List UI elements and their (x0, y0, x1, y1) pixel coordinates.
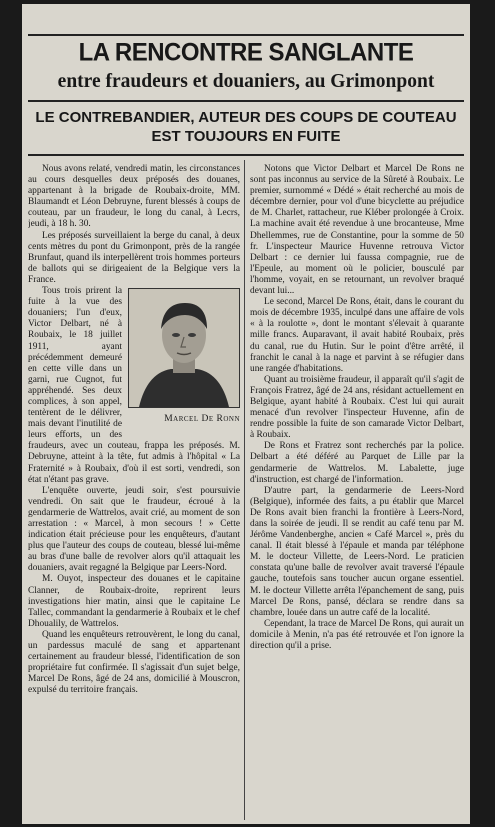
left-paragraph-5: M. Ouyot, inspecteur des douanes et le capitaine Clanner, de Roubaix-droite, reprirent leurs investigations hier matin, ainsi que le capitaine Le Tallec, commandant la gendarmerie à Roubaix et le chef Dhoualily, de Wattrelos. (28, 574, 240, 629)
top-rule (28, 34, 464, 36)
portrait-photo (128, 288, 240, 408)
subheadline: entre fraudeurs et douaniers, au Grimonpont (57, 71, 435, 92)
left-paragraph-6: Quand les enquêteurs retrouvèrent, le long du canal, un pardessus maculé de sang et appartenant certainement au fraudeur blessé, l'identification de son propriétaire fut confirmée. Il s'agissait d'un sujet belge, Marcel De Rons, âgé de 24 ans, domicilié à Mouscron, expulsé du territoire français. (28, 629, 240, 696)
column-divider (244, 160, 245, 820)
left-paragraph-3: Tous trois prirent la fuite à la vue des douaniers; l'un d'eux, Victor Delbart, né à Roubaix, le 18 juillet 1911, ayant précédemment demeuré en cette ville dans un garni, rue Cugnot, fut appréhendé. Ses deux complices, à son appel, tentèrent de le délivrer, mais devant l'inutilité de leurs efforts, un des fraudeurs, avec un couteau, frappa les préposés. M. Debruyne, atteint à la tête, fut admis à l'hôpital « La Fraternité » à Roubaix, d'où il est sorti, vendredi, son état n'étant pas grave. (28, 286, 240, 485)
deck-divider (28, 154, 464, 156)
deck: LE CONTREBANDIER, AUTEUR DES COUPS DE COUTEAU EST TOUJOURS EN FUITE (35, 109, 457, 145)
portrait-image (129, 289, 239, 407)
right-paragraph-5: D'autre part, la gendarmerie de Leers-Nord (Belgique), informée des faits, a pu établir que Marcel De Rons avait bien franchi la frontière à Leers-Nord, dans la soirée de jeudi. Il se rendit au café tenu par M. Jérôme Vandenberghe, ancien « Café Marcel », près du canal. Il était blessé à l'épaule et manda par téléphone M. le docteur Villette, de Leers-Nord. Le praticien constata qu'une balle de revolver avait traversé l'épaule gauche, toutefois sans toucher aucun organe essentiel. M. le docteur Villette arrêta l'épanchement de sang, puis Marcel De Rons, pansé, déclara se rendre dans sa chambre, louée dans un autre café de la localité. (250, 485, 464, 618)
right-paragraph-6: Cependant, la trace de Marcel De Rons, qui aurait un domicile à Menin, n'a pas été retrouvée et l'on ignore la direction qu'il a prise. (250, 618, 464, 652)
photo-caption: Marcel De Ronn (164, 414, 240, 425)
portrait-figure (128, 288, 240, 438)
headline-divider (28, 100, 464, 102)
left-paragraph-4: L'enquête ouverte, jeudi soir, s'est poursuivie vendredi. On sait que le fraudeur, écroué à la gendarmerie de Wattrelos, avait crié, au moment de son arrestation : « Marcel, à mon secours ! » Cette indication était précieuse pour les enquêteurs, d'autant plus que l'auteur des coups de couteau, blessé lui-même au bras d'une balle de revolver alors qu'il attaquait les douaniers, avait regagné la Belgique par Leers-Nord. (28, 485, 240, 574)
right-paragraph-1: Notons que Victor Delbart et Marcel De Rons ne sont pas inconnus au service de la Sûreté à Roubaix. Le premier, surnommé « Dédé » était recherché au mois de décembre dernier, pour vol d'une bicyclette au préjudice de M. Charlet, rattacheur, rue Kléber prolongée à Croix. La machine avait été revendue à une brocanteuse, Mme Dhellemmes, rue de Constantine, pour la somme de 50 fr. L'inspecteur Maurice Huvenne retrouva Victor Delbart : ce dernier lui faussa compagnie, rue de l'Epeule, au moment où le policier, bousculé par l'homme, voyait, en se retournant, un revolver braqué devant lui... (250, 164, 464, 297)
headline: LA RENCONTRE SANGLANTE (78, 38, 414, 67)
right-paragraph-4: De Rons et Fratrez sont recherchés par la police. Delbart a été déféré au Parquet de Lille par la gendarmerie de Wattrelos. M. Labalette, juge d'instruction, est chargé de l'information. (250, 441, 464, 485)
right-paragraph-2: Le second, Marcel De Rons, était, dans le courant du mois de décembre 1935, inculpé dans une affaire de vols « à la roulotte », dont le montant s'élevait à quarante mille francs. Auparavant, il avait habité Roubaix, près du canal, rue du Hutin. Sur le point d'être arrêté, il franchit le canal à la nage et parvint à se réfugier dans une rangée d'habitations. (250, 297, 464, 374)
right-paragraph-3: Quant au troisième fraudeur, il apparaît qu'il s'agit de François Fratrez, âgé de 24 ans, résidant actuellement en Belgique, ayant habité à Roubaix. C'est lui qui aurait menacé d'un revolver l'inspecteur Huvenne, afin de rendre possible la fuite de son camarade Victor Delbart, à Roubaix. (250, 374, 464, 441)
left-paragraph-2: Les préposés surveillaient la berge du canal, à deux cents mètres du pont du Grimonpont, près de la rangée Brunfaut, quand ils interpellèrent trois hommes porteurs de ballots qui se dirigeaient de la Belgique vers la France. (28, 230, 240, 285)
left-paragraph-1: Nous avons relaté, vendredi matin, les circonstances au cours desquelles deux préposés des douanes, appartenant à la brigade de Roubaix-droite, MM. Blaumandt et Léon Debruyne, furent blessés à coups de couteau, par un fraudeur, le long du canal, à Lecrs, jeudi, à 18 h. 30. (28, 164, 240, 230)
left-column (28, 164, 240, 819)
right-column (250, 164, 464, 819)
newspaper-page (22, 4, 470, 824)
